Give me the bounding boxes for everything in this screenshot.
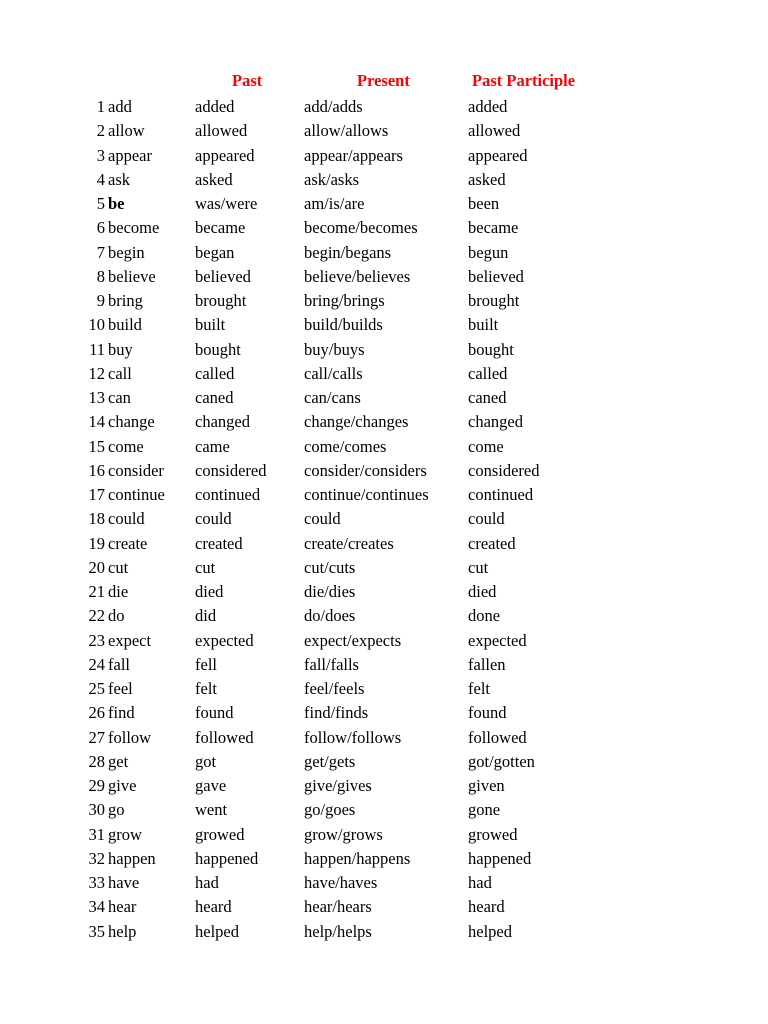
present-form: die/dies xyxy=(304,582,356,601)
base-form: consider xyxy=(108,460,164,480)
past-participle-form: gone xyxy=(468,800,501,820)
base-form: grow xyxy=(108,824,142,844)
past-form: was/were xyxy=(195,194,258,213)
past-form: bought xyxy=(195,339,241,359)
row-number: 29 xyxy=(88,776,105,795)
past-form: continued xyxy=(195,485,261,504)
base-form: ask xyxy=(108,169,130,189)
present-form: am/is/are xyxy=(304,194,365,213)
table-row xyxy=(0,362,768,386)
past-participle-form: believed xyxy=(468,266,524,286)
base-form: give xyxy=(108,776,137,795)
past-form: began xyxy=(195,242,235,262)
base-form: allow xyxy=(108,121,145,141)
table-row xyxy=(0,895,768,919)
table-row xyxy=(0,701,768,725)
table-row xyxy=(0,386,768,410)
past-participle-form: expected xyxy=(468,630,527,650)
row-number: 7 xyxy=(96,242,105,262)
row-number: 25 xyxy=(88,679,105,698)
table-row xyxy=(0,629,768,653)
row-number: 16 xyxy=(88,460,105,480)
past-form: fell xyxy=(195,654,217,674)
present-form: go/goes xyxy=(304,800,356,820)
past-participle-form: asked xyxy=(468,169,506,189)
past-form: could xyxy=(195,509,232,529)
past-participle-form: got/gotten xyxy=(468,751,535,771)
row-number: 31 xyxy=(88,824,105,844)
table-row xyxy=(0,580,768,604)
base-form: could xyxy=(108,509,145,529)
present-form: can/cans xyxy=(304,388,361,407)
base-form: help xyxy=(108,921,137,941)
past-participle-form: come xyxy=(468,436,504,456)
row-number: 13 xyxy=(88,388,105,407)
base-form: find xyxy=(108,703,135,723)
present-form: build/builds xyxy=(304,315,383,335)
table-row xyxy=(0,289,768,313)
present-form: grow/grows xyxy=(304,824,383,844)
past-participle-form: became xyxy=(468,218,519,238)
present-form: believe/believes xyxy=(304,266,411,286)
row-number: 12 xyxy=(88,363,105,383)
present-form: help/helps xyxy=(304,921,372,941)
present-form: consider/considers xyxy=(304,460,427,480)
present-form: follow/follows xyxy=(304,727,402,747)
row-number: 15 xyxy=(88,436,105,456)
present-form: buy/buys xyxy=(304,339,365,359)
base-form: happen xyxy=(108,848,156,868)
base-form: come xyxy=(108,436,144,456)
row-number: 9 xyxy=(96,291,105,310)
header-past-participle: Past Participle xyxy=(472,71,576,90)
past-form: did xyxy=(195,606,217,626)
table-row xyxy=(0,313,768,337)
table-row xyxy=(0,144,768,168)
present-form: could xyxy=(304,509,341,529)
past-participle-form: found xyxy=(468,703,507,723)
table-row xyxy=(0,556,768,580)
table-row xyxy=(0,119,768,143)
past-participle-form: caned xyxy=(468,388,507,407)
base-form: begin xyxy=(108,242,145,262)
base-form: have xyxy=(108,873,140,892)
past-form: found xyxy=(195,703,234,723)
table-row xyxy=(0,95,768,119)
present-form: call/calls xyxy=(304,363,363,383)
base-form: expect xyxy=(108,630,152,650)
table-row xyxy=(0,677,768,701)
past-participle-form: done xyxy=(468,606,501,626)
base-form: be xyxy=(108,194,125,213)
row-number: 14 xyxy=(88,412,105,432)
past-form: came xyxy=(195,436,230,456)
row-number: 35 xyxy=(88,921,105,941)
past-participle-form: could xyxy=(468,509,505,529)
past-form: built xyxy=(195,315,226,335)
table-row xyxy=(0,774,768,798)
past-participle-form: cut xyxy=(468,557,489,577)
past-participle-form: changed xyxy=(468,412,523,432)
table-row xyxy=(0,265,768,289)
past-form: called xyxy=(195,363,235,383)
present-form: fall/falls xyxy=(304,654,359,674)
present-form: do/does xyxy=(304,606,356,626)
past-form: gave xyxy=(195,776,227,795)
past-form: considered xyxy=(195,460,267,480)
table-row xyxy=(0,192,768,216)
table-row xyxy=(0,483,768,507)
row-number: 6 xyxy=(96,218,105,238)
past-form: had xyxy=(195,873,219,892)
base-form: die xyxy=(108,582,129,601)
present-form: find/finds xyxy=(304,703,369,723)
base-form: call xyxy=(108,363,132,383)
present-form: appear/appears xyxy=(304,145,403,165)
past-form: brought xyxy=(195,291,247,310)
past-participle-form: brought xyxy=(468,291,520,310)
row-number: 2 xyxy=(96,121,105,141)
row-number: 8 xyxy=(96,266,105,286)
table-row xyxy=(0,241,768,265)
base-form: bring xyxy=(108,291,143,310)
present-form: happen/happens xyxy=(304,848,411,868)
past-participle-form: considered xyxy=(468,460,540,480)
past-participle-form: called xyxy=(468,363,508,383)
past-form: followed xyxy=(195,727,254,747)
base-form: can xyxy=(108,388,131,407)
present-form: come/comes xyxy=(304,436,387,456)
present-form: ask/asks xyxy=(304,169,359,189)
base-form: become xyxy=(108,218,160,238)
base-form: create xyxy=(108,533,148,553)
past-form: caned xyxy=(195,388,234,407)
base-form: continue xyxy=(108,485,165,504)
past-participle-form: been xyxy=(468,194,500,213)
present-form: feel/feels xyxy=(304,679,365,698)
past-form: appeared xyxy=(195,145,255,165)
row-number: 30 xyxy=(88,800,105,820)
present-form: get/gets xyxy=(304,751,356,771)
past-form: asked xyxy=(195,169,233,189)
past-participle-form: happened xyxy=(468,848,532,868)
row-number: 32 xyxy=(88,848,105,868)
present-form: bring/brings xyxy=(304,291,385,310)
base-form: believe xyxy=(108,266,156,286)
past-form: growed xyxy=(195,824,245,844)
row-number: 10 xyxy=(88,315,105,335)
past-form: died xyxy=(195,582,224,601)
base-form: change xyxy=(108,412,155,432)
past-form: expected xyxy=(195,630,254,650)
base-form: do xyxy=(108,606,125,626)
past-participle-form: begun xyxy=(468,242,509,262)
row-number: 27 xyxy=(88,727,105,747)
row-number: 21 xyxy=(88,582,105,601)
row-number: 34 xyxy=(88,897,105,917)
past-participle-form: created xyxy=(468,533,516,553)
base-form: hear xyxy=(108,897,137,917)
past-form: believed xyxy=(195,266,251,286)
base-form: get xyxy=(108,751,129,771)
table-row xyxy=(0,338,768,362)
past-form: went xyxy=(195,800,228,820)
row-number: 26 xyxy=(88,703,105,723)
table-row xyxy=(0,750,768,774)
row-number: 20 xyxy=(88,557,105,577)
table-row xyxy=(0,871,768,895)
past-participle-form: continued xyxy=(468,485,534,504)
row-number: 17 xyxy=(88,485,105,504)
present-form: give/gives xyxy=(304,776,372,795)
base-form: feel xyxy=(108,679,133,698)
past-form: felt xyxy=(195,679,217,698)
past-participle-form: built xyxy=(468,315,499,335)
present-form: allow/allows xyxy=(304,121,389,141)
row-number: 28 xyxy=(88,751,105,771)
present-form: hear/hears xyxy=(304,897,372,917)
present-form: cut/cuts xyxy=(304,557,356,577)
table-header xyxy=(0,71,768,93)
base-form: add xyxy=(108,97,132,116)
present-form: change/changes xyxy=(304,412,409,432)
base-form: cut xyxy=(108,557,129,577)
past-participle-form: helped xyxy=(468,921,512,941)
base-form: follow xyxy=(108,727,152,747)
header-present: Present xyxy=(357,71,410,90)
table-row xyxy=(0,726,768,750)
present-form: create/creates xyxy=(304,533,394,553)
table-row xyxy=(0,653,768,677)
past-participle-form: fallen xyxy=(468,654,506,674)
table-row xyxy=(0,604,768,628)
table-row xyxy=(0,507,768,531)
past-form: helped xyxy=(195,921,239,941)
table-row xyxy=(0,532,768,556)
table-row xyxy=(0,435,768,459)
row-number: 11 xyxy=(89,339,105,359)
table-row xyxy=(0,847,768,871)
base-form: buy xyxy=(108,339,133,359)
past-participle-form: died xyxy=(468,582,497,601)
base-form: build xyxy=(108,315,142,335)
table-row xyxy=(0,823,768,847)
past-participle-form: followed xyxy=(468,727,527,747)
past-participle-form: growed xyxy=(468,824,518,844)
present-form: add/adds xyxy=(304,97,363,116)
row-number: 18 xyxy=(88,509,105,529)
past-form: became xyxy=(195,218,246,238)
present-form: expect/expects xyxy=(304,630,402,650)
table-row xyxy=(0,459,768,483)
row-number: 24 xyxy=(88,654,105,674)
past-participle-form: bought xyxy=(468,339,514,359)
past-form: changed xyxy=(195,412,250,432)
present-form: begin/begans xyxy=(304,242,392,262)
past-form: created xyxy=(195,533,243,553)
table-row xyxy=(0,168,768,192)
past-form: cut xyxy=(195,557,216,577)
row-number: 5 xyxy=(96,194,105,213)
present-form: have/haves xyxy=(304,873,378,892)
table-row xyxy=(0,216,768,240)
present-form: continue/continues xyxy=(304,485,429,504)
present-form: become/becomes xyxy=(304,218,418,238)
past-form: heard xyxy=(195,897,232,917)
base-form: fall xyxy=(108,654,130,674)
row-number: 22 xyxy=(88,606,105,626)
past-form: added xyxy=(195,97,235,116)
row-number: 19 xyxy=(88,533,105,553)
past-participle-form: allowed xyxy=(468,121,521,141)
row-number: 33 xyxy=(88,873,105,892)
past-form: happened xyxy=(195,848,259,868)
row-number: 4 xyxy=(96,169,105,189)
row-number: 1 xyxy=(96,97,105,116)
past-participle-form: added xyxy=(468,97,508,116)
base-form: go xyxy=(108,800,125,820)
table-row xyxy=(0,920,768,944)
header-past: Past xyxy=(232,71,263,90)
table-row xyxy=(0,798,768,822)
past-form: got xyxy=(195,751,217,771)
row-number: 23 xyxy=(88,630,105,650)
row-number: 3 xyxy=(96,145,105,165)
base-form: appear xyxy=(108,145,152,165)
past-participle-form: heard xyxy=(468,897,505,917)
past-participle-form: given xyxy=(468,776,505,795)
table-row xyxy=(0,410,768,434)
past-participle-form: felt xyxy=(468,679,490,698)
verb-table xyxy=(0,95,768,944)
past-participle-form: appeared xyxy=(468,145,528,165)
past-form: allowed xyxy=(195,121,248,141)
past-participle-form: had xyxy=(468,873,492,892)
